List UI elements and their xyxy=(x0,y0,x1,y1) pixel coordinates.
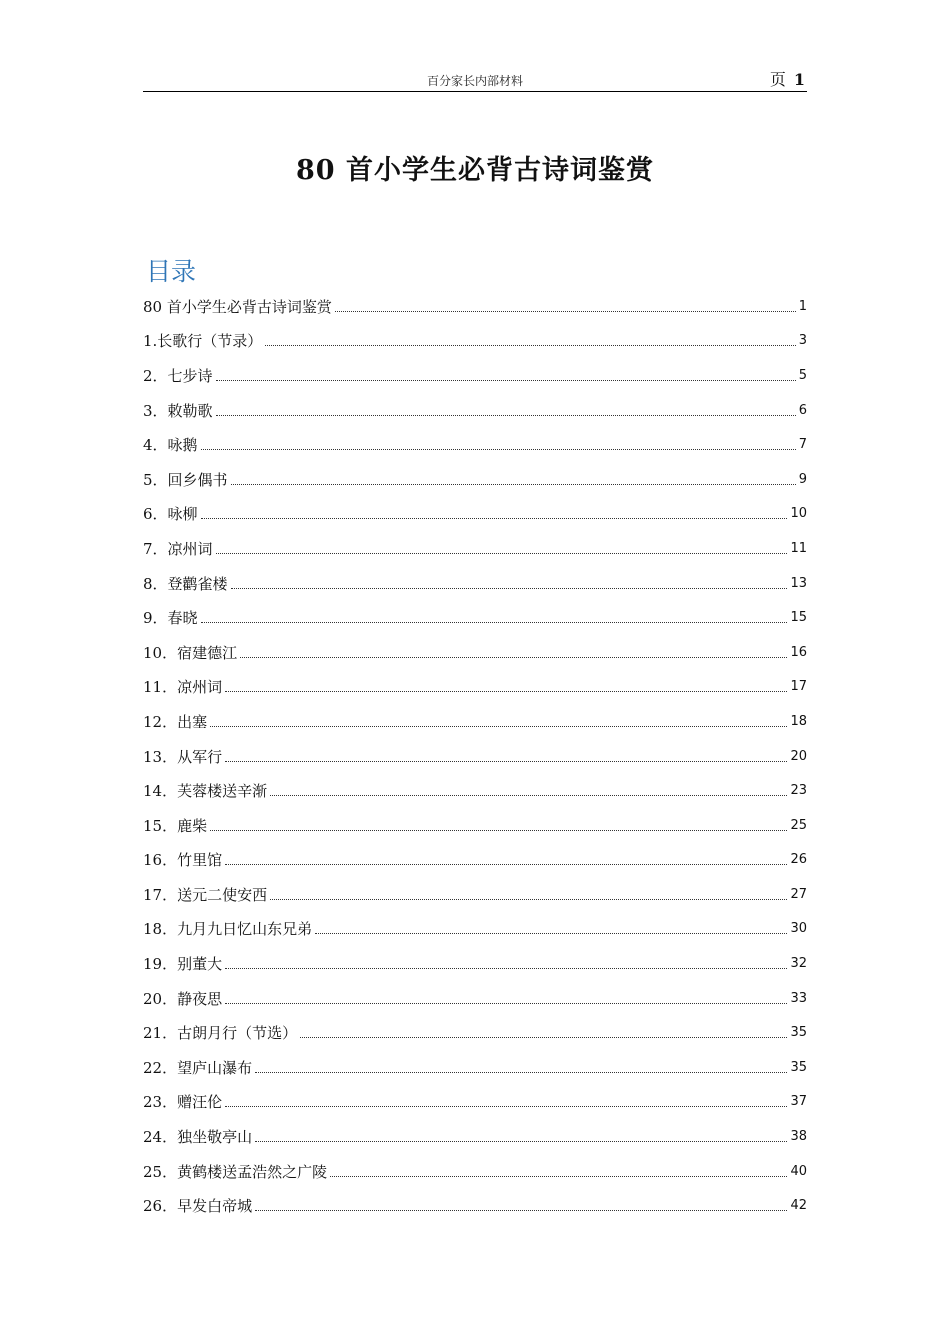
toc-dot-leader xyxy=(270,794,787,796)
toc-dot-leader xyxy=(216,552,788,554)
toc-entry-page: 9 xyxy=(798,471,807,487)
header-page-number: 1 xyxy=(793,70,805,89)
toc-entry-label: 18．九月九日忆山东兄弟 xyxy=(143,920,313,939)
toc-entry[interactable] xyxy=(143,462,807,497)
toc-dot-leader xyxy=(225,760,787,762)
toc-entry-label: 22．望庐山瀑布 xyxy=(143,1058,253,1077)
toc-entry[interactable] xyxy=(143,808,807,843)
toc-dot-leader xyxy=(255,1209,787,1211)
toc-entry-label: 8．登鹳雀楼 xyxy=(143,574,228,593)
toc-entry-label: 5．回乡偶书 xyxy=(143,470,228,489)
toc-entry-label: 26．早发白帝城 xyxy=(143,1197,253,1216)
toc-entry[interactable] xyxy=(143,289,807,324)
toc-entry-page: 20 xyxy=(790,748,807,764)
toc-entry-page: 3 xyxy=(798,333,807,349)
toc-dot-leader xyxy=(335,310,796,312)
table-of-contents xyxy=(143,289,807,1223)
toc-dot-leader xyxy=(225,690,787,692)
toc-entry-page: 33 xyxy=(790,990,807,1006)
toc-entry[interactable] xyxy=(143,1188,807,1223)
toc-entry-page: 35 xyxy=(790,1025,807,1041)
toc-entry-page: 23 xyxy=(790,783,807,799)
toc-entry-label: 19．别董大 xyxy=(143,955,223,974)
header-title: 百分家长内部材料 xyxy=(426,74,523,88)
toc-entry-label: 21．古朗月行（节选） xyxy=(143,1024,298,1043)
toc-entry[interactable] xyxy=(143,1119,807,1154)
toc-entry[interactable] xyxy=(143,670,807,705)
toc-entry[interactable] xyxy=(143,600,807,635)
toc-entry[interactable] xyxy=(143,497,807,532)
toc-entry-label: 9．春晓 xyxy=(143,609,198,628)
toc-dot-leader xyxy=(216,379,796,381)
toc-entry-page: 13 xyxy=(790,575,807,591)
toc-entry-label: 12．出塞 xyxy=(143,712,208,731)
toc-dot-leader xyxy=(231,483,796,485)
toc-entry-label: 25．黄鹤楼送孟浩然之广陵 xyxy=(143,1162,328,1181)
toc-entry-page: 38 xyxy=(790,1129,807,1145)
toc-entry[interactable] xyxy=(143,358,807,393)
toc-dot-leader xyxy=(201,448,796,450)
toc-entry[interactable] xyxy=(143,946,807,981)
toc-entry-label: 4．咏鹅 xyxy=(143,436,198,455)
toc-entry-page: 10 xyxy=(790,506,807,522)
toc-entry-label: 80 首小学生必背古诗词鉴赏 xyxy=(143,297,332,316)
toc-entry-label: 1.长歌行（节录） xyxy=(143,332,263,351)
toc-dot-leader xyxy=(265,344,795,346)
toc-entry[interactable] xyxy=(143,566,807,601)
toc-entry[interactable] xyxy=(143,981,807,1016)
toc-entry[interactable] xyxy=(143,773,807,808)
toc-entry-label: 13．从军行 xyxy=(143,747,223,766)
toc-entry-label: 11．凉州词 xyxy=(143,678,223,697)
toc-entry-page: 42 xyxy=(790,1198,807,1214)
toc-entry[interactable] xyxy=(143,1015,807,1050)
toc-dot-leader xyxy=(330,1175,787,1177)
toc-entry-label: 23．赠汪伦 xyxy=(143,1093,223,1112)
toc-entry[interactable] xyxy=(143,393,807,428)
toc-entry-page: 40 xyxy=(790,1163,807,1179)
toc-entry[interactable] xyxy=(143,912,807,947)
document-title: 80 首小学生必背古诗词鉴赏 xyxy=(296,155,654,186)
toc-entry-page: 25 xyxy=(790,817,807,833)
toc-entry-page: 27 xyxy=(790,886,807,902)
toc-entry-label: 16．竹里馆 xyxy=(143,851,223,870)
toc-dot-leader xyxy=(255,1140,787,1142)
toc-entry-label: 6．咏柳 xyxy=(143,505,198,524)
toc-entry-label: 15．鹿柴 xyxy=(143,816,208,835)
toc-entry-label: 14．芙蓉楼送辛渐 xyxy=(143,782,268,801)
toc-entry-page: 17 xyxy=(790,679,807,695)
toc-dot-leader xyxy=(225,1105,787,1107)
toc-entry-page: 5 xyxy=(798,367,807,383)
toc-dot-leader xyxy=(210,725,787,727)
toc-entry-page: 11 xyxy=(790,540,807,556)
toc-dot-leader xyxy=(210,829,787,831)
toc-entry[interactable] xyxy=(143,1050,807,1085)
toc-entry[interactable] xyxy=(143,324,807,359)
toc-entry-page: 37 xyxy=(790,1094,807,1110)
header-page-indicator xyxy=(770,67,805,90)
toc-dot-leader xyxy=(270,898,787,900)
toc-dot-leader xyxy=(216,414,796,416)
toc-entry-label: 10．宿建德江 xyxy=(143,643,238,662)
toc-entry-page: 15 xyxy=(790,610,807,626)
toc-entry-page: 18 xyxy=(790,713,807,729)
toc-entry-page: 1 xyxy=(798,298,807,314)
toc-entry[interactable] xyxy=(143,427,807,462)
toc-entry-label: 7．凉州词 xyxy=(143,539,213,558)
page-header xyxy=(143,64,807,92)
toc-entry-page: 32 xyxy=(790,956,807,972)
toc-entry[interactable] xyxy=(143,704,807,739)
toc-entry-page: 26 xyxy=(790,852,807,868)
toc-dot-leader xyxy=(255,1071,787,1073)
toc-dot-leader xyxy=(315,932,787,934)
toc-entry-page: 30 xyxy=(790,921,807,937)
toc-entry-page: 6 xyxy=(798,402,807,418)
toc-entry[interactable] xyxy=(143,1085,807,1120)
toc-entry-page: 7 xyxy=(798,437,807,453)
toc-entry[interactable] xyxy=(143,843,807,878)
toc-entry[interactable] xyxy=(143,877,807,912)
toc-entry-label: 20．静夜思 xyxy=(143,989,223,1008)
toc-dot-leader xyxy=(225,967,787,969)
toc-dot-leader xyxy=(240,656,787,658)
toc-dot-leader xyxy=(201,621,788,623)
toc-entry-label: 24．独坐敬亭山 xyxy=(143,1128,253,1147)
toc-entry[interactable] xyxy=(143,635,807,670)
toc-entry-page: 16 xyxy=(790,644,807,660)
toc-entry[interactable] xyxy=(143,1154,807,1189)
toc-dot-leader xyxy=(225,863,787,865)
toc-entry[interactable] xyxy=(143,531,807,566)
toc-entry-label: 17．送元二使安西 xyxy=(143,885,268,904)
toc-entry[interactable] xyxy=(143,739,807,774)
toc-entry-page: 35 xyxy=(790,1059,807,1075)
toc-dot-leader xyxy=(201,517,788,519)
toc-dot-leader xyxy=(300,1036,787,1038)
toc-dot-leader xyxy=(225,1002,787,1004)
toc-dot-leader xyxy=(231,587,788,589)
toc-entry-label: 2．七步诗 xyxy=(143,366,213,385)
toc-heading: 目录 xyxy=(146,257,197,286)
header-page-label: 页 xyxy=(769,70,786,89)
toc-entry-label: 3．敕勒歌 xyxy=(143,401,213,420)
